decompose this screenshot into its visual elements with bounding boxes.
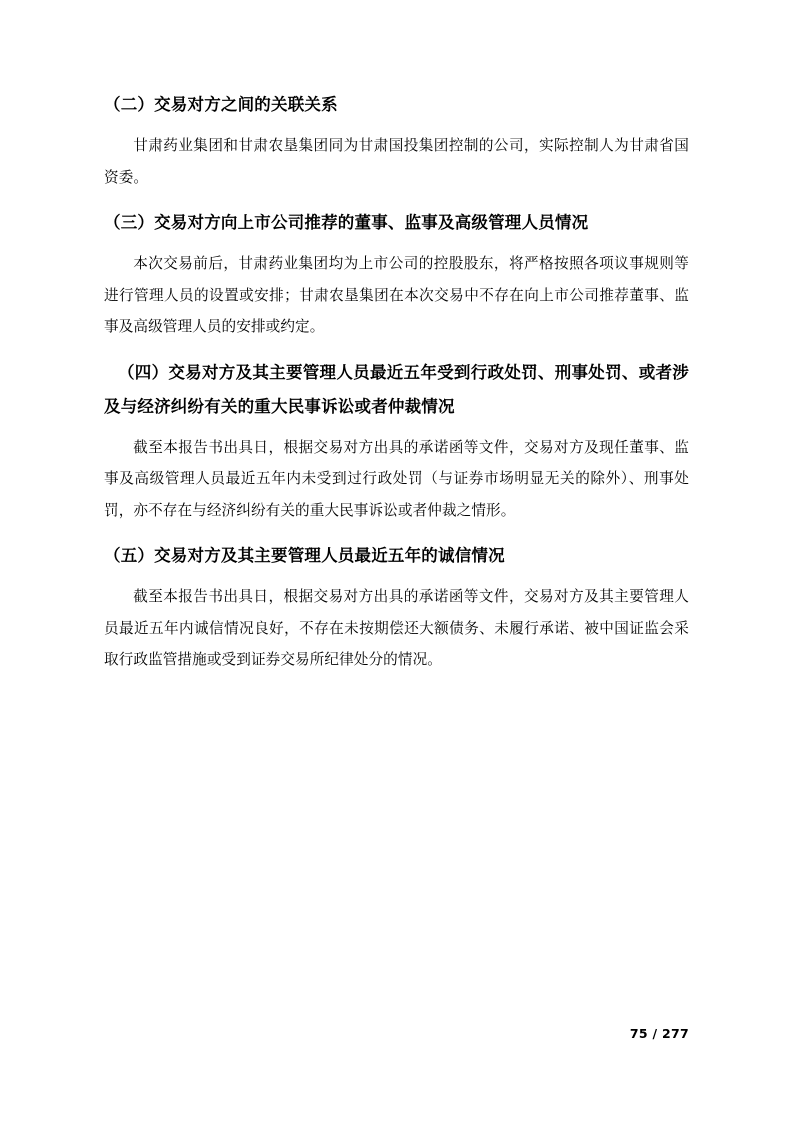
spacer [104, 343, 689, 356]
spacer [104, 526, 689, 539]
section-5-paragraph-1: 截至本报告书出具日，根据交易对方出具的承诺函等文件，交易对方及其主要管理人员最近五年内诚信情况良好，不存在未按期偿还大额债务、未履行承诺、被中国证监会采取行政监管措施或受到证券交易所纪律处分的情况。 [104, 588, 689, 668]
section-2-paragraph-1: 甘肃药业集团和甘肃农垦集团同为甘肃国投集团控制的公司，实际控制人为甘肃省国资委。 [104, 137, 689, 186]
section-5 [104, 539, 689, 676]
section-4 [104, 356, 689, 540]
section-2-heading: （二）交易对方之间的关联关系 [104, 95, 338, 114]
spacer [104, 193, 689, 206]
page-number: 75 / 277 [629, 1026, 689, 1041]
spacer [104, 240, 689, 248]
section-4-paragraph-1: 截至本报告书出具日，根据交易对方出具的承诺函等文件，交易对方及现任董事、监事及高级管理人员最近五年内未受到过行政处罚（与证券市场明显无关的除外）、刑事处罚，亦不存在与经济纠纷有关的重大民事诉讼或者仲裁之情形。 [104, 438, 689, 519]
spacer [104, 122, 689, 130]
spacer [104, 573, 689, 581]
section-2 [104, 88, 689, 206]
section-4-heading: （四）交易对方及其主要管理人员最近五年受到行政处罚、刑事处罚、或者涉及与经济纠纷有关的重大民事诉讼或者仲裁情况 [104, 362, 689, 416]
section-3-paragraph-1: 本次交易前后，甘肃药业集团均为上市公司的控股股东，将严格按照各项议事规则等进行管理人员的设置或安排；甘肃农垦集团在本次交易中不存在向上市公司推荐董事、监事及高级管理人员的安排或约定。 [104, 255, 689, 335]
page-content [104, 88, 689, 676]
spacer [104, 424, 689, 432]
section-3 [104, 206, 689, 356]
section-5-heading: （五）交易对方及其主要管理人员最近五年的诚信情况 [104, 546, 505, 565]
section-3-heading: （三）交易对方向上市公司推荐的董事、监事及高级管理人员情况 [104, 213, 589, 232]
